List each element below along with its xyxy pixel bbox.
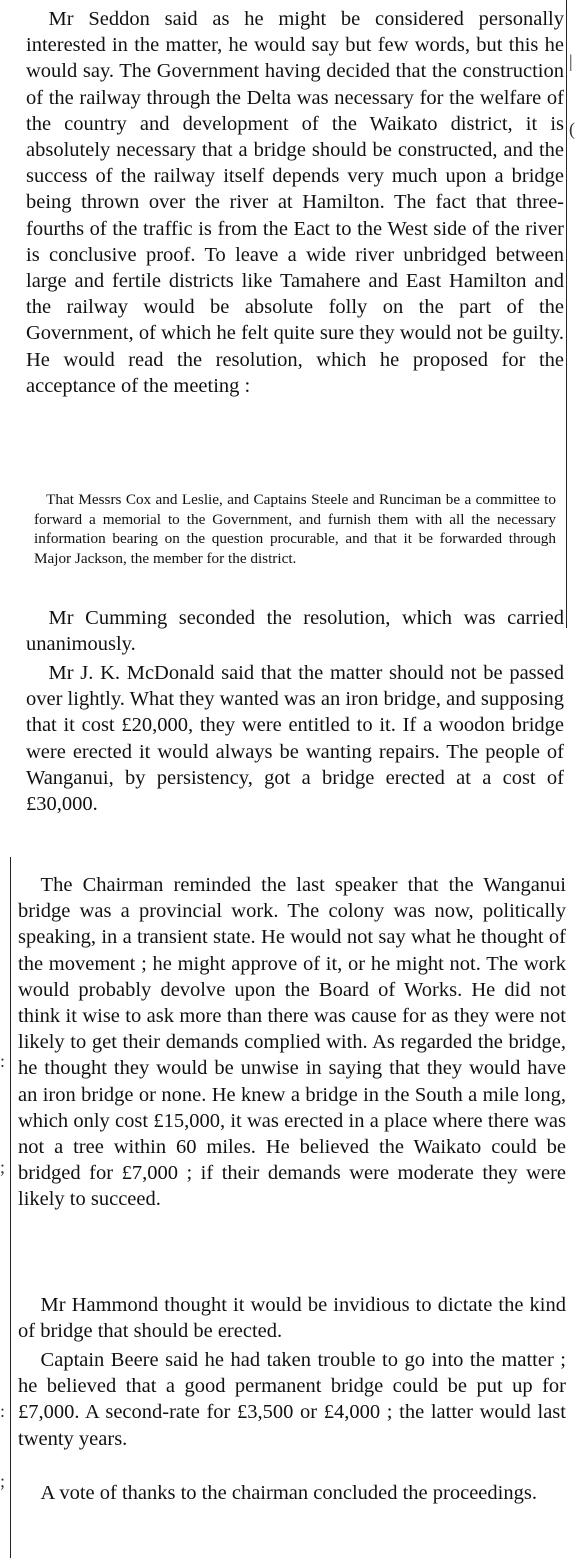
paragraph-hammond: Mr Hammond thought it would be invidious to dictate the kind of bridge that should be erected. [18, 1294, 566, 1343]
paragraph-mcdonald: Mr J. K. McDonald said that the matter should not be passed over lightly. What they wanted was an iron bridge, and supposing that it cost £20,000, they were entitled to it. If a woodon bridge were erected it would always be wanting repairs. The people of Wanganui, by persistency, got a bridge erected at a cost of £30,000. [26, 662, 565, 816]
paragraph-seddon: Mr Seddon said as he might be considered personally interested in the matter, he would say but few words, but this he would say. The Government having decided that the construction of the railway through the Delta was necessary for the welfare of the country and development of the Waikato district, it is absolutely necessary that a bridge should be constructed, and the success of the railway itself depends very much upon a bridge being thrown over the river at Hamilton. The fact that three-fourths of the traffic is from the Eact to the West side of the river is conclusive proof. To leave a wide river unbridged between large and fertile districts like Tamahere and East Hamilton and the railway would be absolute folly on the part of the Government, of which he felt quite sure they would not be guilty. He would read the resolution, which he proposed for the acceptance of the meeting : [26, 8, 564, 397]
adjacent-column-fragment: | [569, 51, 573, 71]
adjacent-column-fragment: : [0, 1401, 6, 1421]
paragraph-thanks: A vote of thanks to the chairman concluded the proceedings. [40, 1482, 537, 1504]
paragraph-beere: Captain Beere said he had taken trouble to go into the matter ; he believed that a good permanent bridge could be put up for £7,000. A second-rate for £3,500 or £4,000 ; the latter would last twenty years. [18, 1349, 566, 1450]
adjacent-column-fragment: ; [0, 1471, 6, 1491]
adjacent-column-fragment: ( [569, 119, 575, 139]
column-rule-left [10, 857, 11, 1558]
resolution-quote: That Messrs Cox and Leslie, and Captains Steele and Runciman be a committee to forward a memorial to the Government, and furnish them with all the necessary information bearing on the question procurable, and that it be forwarded through Major Jackson, the member for the district. [34, 491, 556, 567]
column-rule-right [566, 0, 567, 628]
adjacent-column-fragment: : [0, 1051, 6, 1071]
adjacent-column-fragment: ; [0, 1157, 6, 1177]
paragraph-cumming: Mr Cumming seconded the resolution, which was carried unanimously. [26, 607, 564, 656]
paragraph-chairman: The Chairman reminded the last speaker that the Wanganui bridge was a provincial work. The colony was now, politically speaking, in a transient state. He would not say what he thought of the movement ; he might approve of it, or he might not. The work would probably devolve upon the Board of Works. He did not think it wise to ask more than there was cause for as they were not likely to get their demands complied with. As regarded the bridge, he thought they would be unwise in saying that they would have an iron bridge or none. He knew a bridge in the South a mile long, which only cost £15,000, it was erected in a place where there was not a tree within 60 miles. He believed the Waikato could be bridged for £7,000 ; if their demands were moderate they were likely to succeed. [18, 874, 566, 1211]
